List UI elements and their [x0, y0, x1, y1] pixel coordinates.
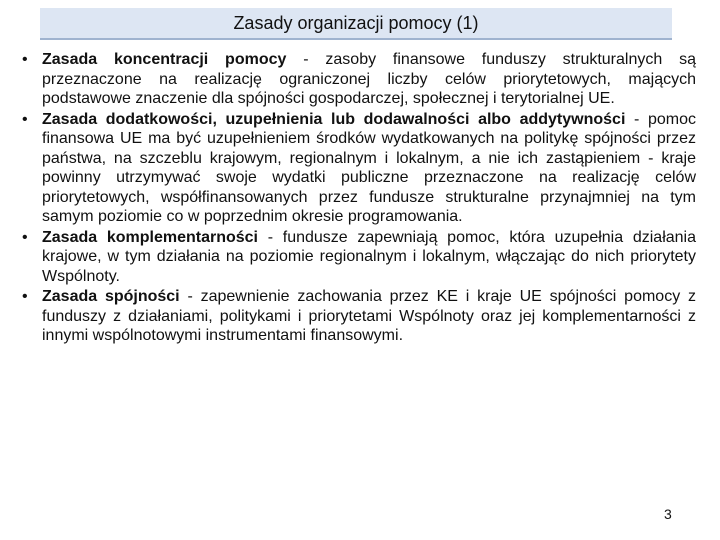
bullet-text: - zasoby finansowe funduszy strukturalnych są przeznaczone na realizację ograniczonej liczby celów priorytetowych, mających podstawowe znaczenie dla spójności gospodarczej, społecznej i terytorialnej UE. — [42, 51, 696, 107]
bullet-term: Zasada dodatkowości, uzupełnienia lub dodawalności albo addytywności — [42, 110, 626, 128]
bullet-term: Zasada spójności — [42, 288, 180, 305]
bullet-text: - zapewnienie zachowania przez KE i kraje UE spójności pomocy z funduszy z działaniami, politykami i priorytetami Wspólnoty oraz jej komplementarności z innymi wspólnotowymi instrumentami finansowymi. — [42, 288, 697, 344]
bullet-list — [20, 50, 696, 346]
slide-title-bar — [40, 8, 672, 40]
bullet-text: - pomoc finansowa UE ma być uzupełnieniem środków wydatkowanych na politykę spójności przez państwa, na szczeblu krajowym, regionalnym i lokalnym, a nie ich zastąpieniem - kraje powinny utrzymywać swoje wydatki publiczne przeznaczone na realizację celów priorytetowych, współfinansowanych przez fundusze strukturalne przynajmniej na tym samym poziomie co w poprzednim okresie programowania. — [42, 110, 696, 225]
bullet-icon: • — [22, 51, 28, 68]
bullet-cohesion — [20, 287, 696, 346]
bullet-icon: • — [22, 110, 28, 128]
bullet-term: Zasada koncentracji pomocy — [42, 51, 287, 68]
bullet-icon: • — [22, 228, 28, 246]
bullet-complementarity — [20, 228, 696, 287]
bullet-concentration — [20, 50, 696, 109]
bullet-additionality — [20, 110, 696, 227]
slide-content — [20, 50, 696, 347]
slide-title: Zasady organizacji pomocy (1) — [233, 12, 479, 33]
bullet-term: Zasada komplementarności — [42, 228, 259, 246]
bullet-text: - fundusze zapewniają pomoc, która uzupełnia działania krajowe, w tym działania na poziomie regionalnym i lokalnym, włączając do nich priorytety Wspólnoty. — [42, 228, 696, 285]
bullet-icon: • — [22, 288, 28, 305]
page-number: 3 — [664, 506, 672, 522]
